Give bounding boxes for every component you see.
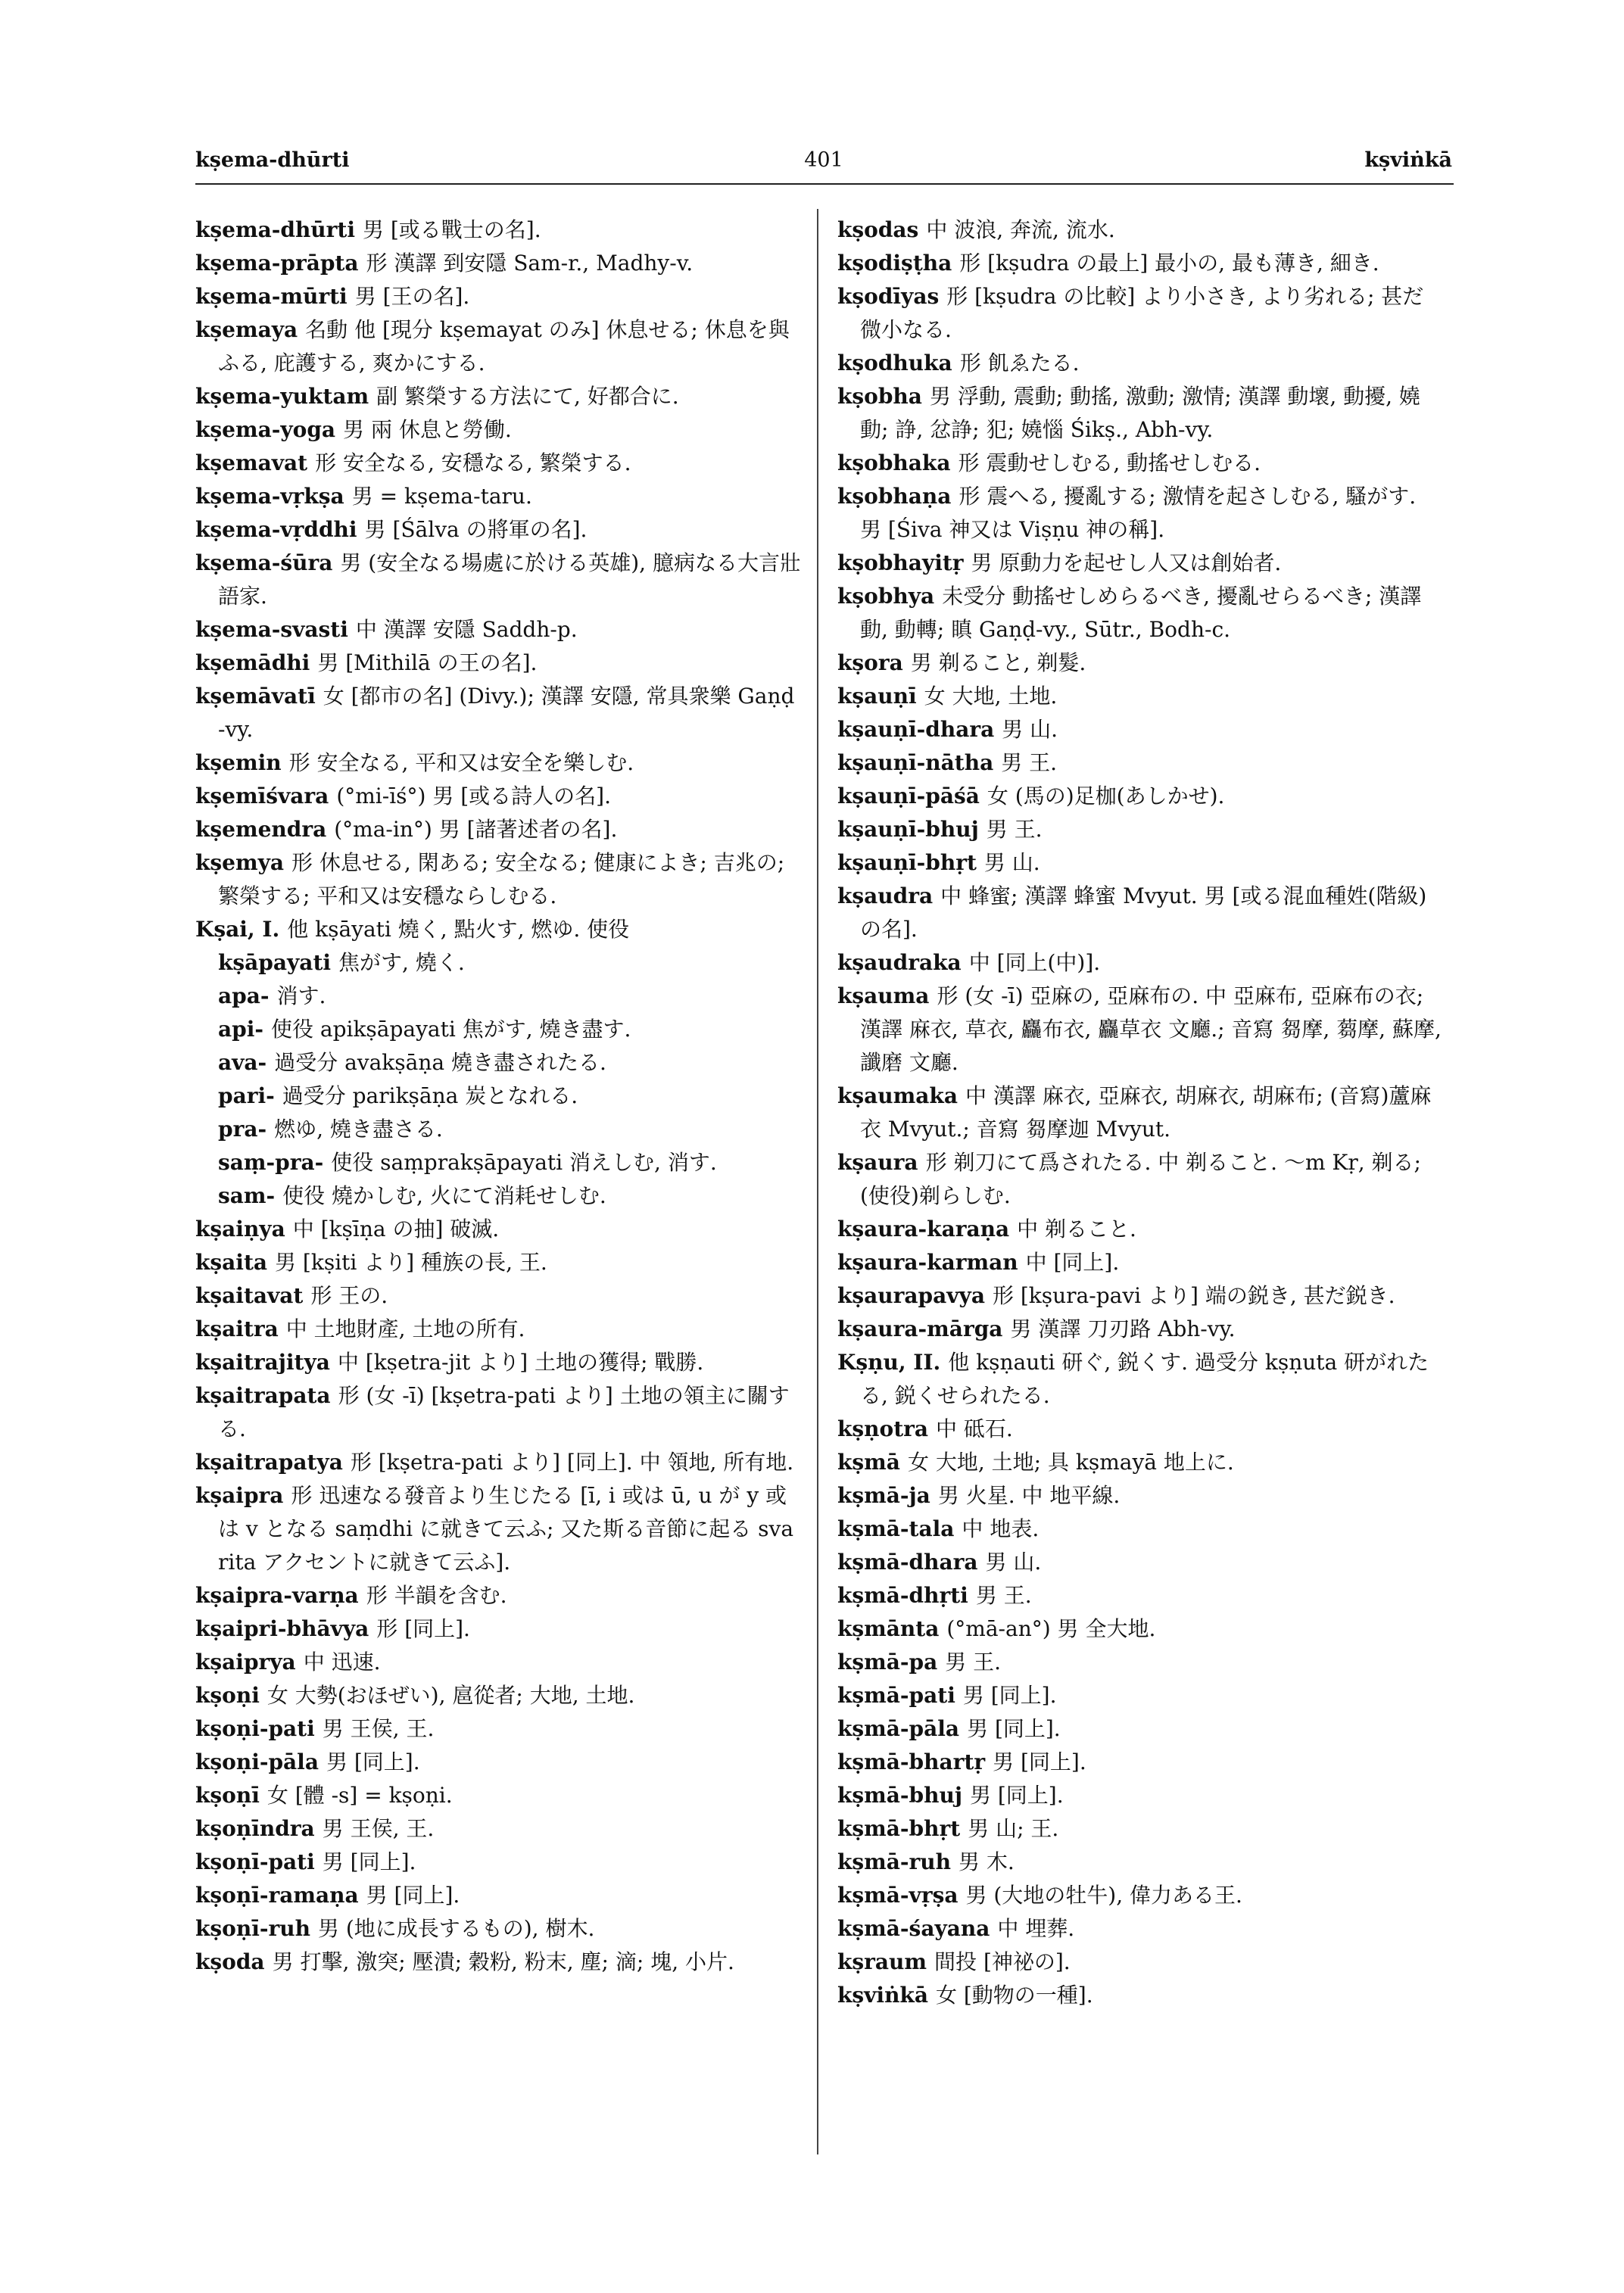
entry-definition: 形 安全なる, 安穩なる, 繁榮する. — [315, 450, 631, 475]
entry-definition: 女 大勢(おほぜい), 扈從者; 大地, 土地. — [267, 1683, 635, 1708]
entry-headword: kṣauṇī-pāśā — [837, 784, 980, 808]
entry-headword: kṣmānta — [837, 1616, 940, 1641]
dictionary-entry — [195, 1912, 801, 1946]
entry-headword: kṣobhya — [837, 584, 935, 609]
entry-headword: kṣaudra — [837, 883, 934, 908]
entry-headword: kṣema-dhūrti — [195, 217, 355, 242]
entry-headword: kṣaitavat — [195, 1283, 304, 1308]
entry-headword: kṣauṇī-bhṛt — [837, 850, 977, 875]
dictionary-entry — [195, 1046, 801, 1080]
header-right-guide-word: kṣviṅkā — [1364, 148, 1452, 172]
entry-headword: kṣema-yoga — [195, 417, 336, 442]
entry-headword: kṣmā-tala — [837, 1516, 955, 1541]
entry-headword: kṣobhayitṛ — [837, 550, 964, 575]
entry-definition: 燃ゆ, 燒き盡さる. — [274, 1117, 443, 1142]
entry-headword: kṣaitra — [195, 1316, 279, 1341]
dictionary-entry — [837, 1346, 1443, 1413]
entry-definition: 男 [同上]. — [967, 1716, 1061, 1741]
entry-headword: kṣmā-pāla — [837, 1716, 960, 1741]
entry-definition: 男 [同上]. — [962, 1683, 1057, 1708]
entry-headword: kṣaudraka — [837, 950, 962, 975]
entry-headword: kṣmā-ja — [837, 1483, 930, 1508]
entry-definition: 使役 apikṣāpayati 焦がす, 燒き盡す. — [270, 1017, 631, 1042]
dictionary-entry — [837, 447, 1443, 480]
entry-headword: kṣāpayati — [218, 950, 332, 975]
dictionary-entry — [195, 946, 801, 980]
entry-headword: kṣmā-pa — [837, 1650, 938, 1675]
dictionary-entry — [837, 680, 1443, 713]
entry-headword: kṣobha — [837, 384, 922, 409]
dictionary-entry — [195, 447, 801, 480]
dictionary-entry — [195, 680, 801, 746]
dictionary-entry — [837, 1546, 1443, 1579]
dictionary-entry — [837, 1779, 1443, 1812]
dictionary-entry — [195, 1746, 801, 1779]
entry-definition: 中 地表. — [962, 1516, 1040, 1541]
entry-headword: kṣemādhi — [195, 650, 310, 675]
entry-headword: kṣaurapavya — [837, 1283, 985, 1308]
entry-headword: kṣaipra-varṇa — [195, 1583, 359, 1608]
dictionary-entry — [195, 1113, 801, 1146]
entry-definition: 中 砥石. — [936, 1416, 1013, 1441]
dictionary-entry — [837, 1879, 1443, 1912]
entry-definition: 他 kṣāyati 燒く, 點火す, 燃ゆ. 使役 — [287, 917, 630, 942]
entry-definition: 過受分 parikṣāṇa 炭となれる. — [282, 1083, 578, 1108]
entry-headword: kṣema-śūra — [195, 550, 333, 575]
entry-headword: kṣmā-pati — [837, 1683, 955, 1708]
entry-headword: kṣmā-vṛṣa — [837, 1883, 959, 1908]
page-header — [195, 148, 1452, 182]
entry-headword: kṣṇotra — [837, 1416, 929, 1441]
entry-definition: 男 兩 休息と勞働. — [343, 417, 512, 442]
dictionary-entry — [195, 413, 801, 447]
dictionary-entry — [837, 1679, 1443, 1712]
entry-definition: 形 漢譯 到安隱 Sam-r., Madhy-v. — [366, 251, 694, 276]
entry-definition: 中 波浪, 奔流, 流水. — [926, 217, 1115, 242]
entry-headword: kṣora — [837, 650, 903, 675]
dictionary-entry — [837, 380, 1443, 447]
entry-definition: 男 浮動, 震動; 動搖, 激動; 激情; 漢譯 動壞, 動擾, 嬈動; 諍, 忿諍; 犯; 嬈惱 Śikṣ., Abh-vy. — [860, 384, 1420, 442]
entry-headword: kṣaiṇya — [195, 1217, 285, 1242]
entry-definition: 男 [王の名]. — [354, 284, 470, 309]
dictionary-entry — [837, 846, 1443, 880]
dictionary-entry — [195, 247, 801, 280]
entry-headword: kṣauma — [837, 983, 930, 1008]
entry-headword: kṣemya — [195, 850, 285, 875]
dictionary-entry — [837, 547, 1443, 580]
entry-headword: kṣaura-mārga — [837, 1316, 1003, 1341]
dictionary-entry — [837, 1846, 1443, 1879]
entry-headword: kṣmā-śayana — [837, 1916, 990, 1941]
dictionary-entry — [837, 1413, 1443, 1446]
dictionary-entry — [195, 1946, 801, 1979]
entry-headword: kṣoṇī-ruh — [195, 1916, 310, 1941]
entry-definition: 男 = kṣema-taru. — [351, 484, 532, 509]
entry-definition: 男 (安全なる場處に於ける英雄), 臆病なる大言壯語家. — [218, 550, 801, 609]
entry-definition: 形 飢ゑたる. — [959, 350, 1080, 375]
entry-definition: 形 [kṣudra の最上] 最小の, 最も薄き, 細き. — [959, 251, 1379, 276]
dictionary-entry — [195, 280, 801, 313]
dictionary-entry — [195, 1879, 801, 1912]
entry-definition: 形 迅速なる發音より生じたる [ī, i 或は ū, u が y 或は v となる saṃdhi に就きて云ふ; 又た斯る音節に起る svarita アクセントに就きて云ふ]. — [218, 1483, 794, 1575]
dictionary-entry — [837, 1946, 1443, 1979]
entry-headword: kṣemaya — [195, 317, 298, 342]
header-left-guide-word: kṣema-dhūrti — [195, 148, 350, 172]
entry-definition: 男 剃ること, 剃髮. — [910, 650, 1086, 675]
entry-definition: 男 王. — [975, 1583, 1032, 1608]
entry-headword: Kṣṇu, II. — [837, 1350, 941, 1375]
entry-headword: kṣema-mūrti — [195, 284, 348, 309]
dictionary-entry — [195, 513, 801, 547]
entry-headword: apa- — [218, 983, 270, 1008]
entry-definition: 男 [或る戰士の名]. — [362, 217, 541, 242]
entry-definition: 形 (女 -ī) [kṣetra-pati より] 土地の領主に關する. — [218, 1383, 790, 1441]
entry-definition: 中 迅速. — [303, 1650, 381, 1675]
entry-headword: kṣaura-karman — [837, 1250, 1018, 1275]
entry-definition: 男 [Mithilā の王の名]. — [317, 650, 538, 675]
dictionary-entry — [195, 1379, 801, 1446]
left-column — [195, 213, 801, 1979]
entry-definition: 中 [kṣīṇa の抽] 破滅. — [292, 1217, 500, 1242]
entry-definition: 男 山. — [1002, 717, 1058, 742]
entry-definition: 男 漢譯 刀刃路 Abh-vy. — [1010, 1316, 1236, 1341]
entry-headword: kṣmā-dhṛti — [837, 1583, 968, 1608]
dictionary-entry — [837, 1146, 1443, 1213]
entry-headword: kṣaitrapata — [195, 1383, 331, 1408]
entry-definition: 形 [同上]. — [376, 1616, 470, 1641]
entry-headword: kṣodas — [837, 217, 919, 242]
entry-headword: sam- — [218, 1183, 276, 1208]
dictionary-entry — [195, 480, 801, 513]
dictionary-entry — [195, 780, 801, 813]
entry-headword: kṣoṇi-pāla — [195, 1749, 319, 1774]
entry-headword: kṣema-vṛddhi — [195, 517, 357, 542]
dictionary-entry — [195, 1612, 801, 1646]
entry-headword: kṣmā-ruh — [837, 1849, 952, 1874]
dictionary-entry — [837, 1812, 1443, 1846]
dictionary-entry — [195, 1712, 801, 1746]
entry-definition: 過受分 avakṣāṇa 燒き盡されたる. — [274, 1050, 606, 1075]
entry-headword: kṣauṇī-nātha — [837, 750, 994, 775]
dictionary-entry — [837, 980, 1443, 1080]
entry-definition: 女 大地, 土地. — [924, 684, 1058, 709]
entry-definition: 未受分 動搖せしめらるべき, 擾亂せらるべき; 漢譯 動, 動轉; 瞋 Gaṇḍ-vy., Sūtr., Bodh-c. — [860, 584, 1422, 642]
dictionary-entry — [837, 713, 1443, 746]
dictionary-entry — [195, 1446, 801, 1479]
dictionary-entry — [837, 780, 1443, 813]
entry-headword: kṣoṇi-pati — [195, 1716, 315, 1741]
dictionary-entry — [837, 646, 1443, 680]
entry-definition: 女 [都市の名] (Divy.); 漢譯 安隱, 常具衆樂 Gaṇḍ-vy. — [218, 684, 795, 742]
dictionary-entry — [195, 846, 801, 913]
dictionary-entry — [195, 913, 801, 946]
entry-definition: (°mi-īś°) 男 [或る詩人の名]. — [336, 784, 612, 808]
dictionary-entry — [195, 1313, 801, 1346]
entry-headword: kṣobhaṇa — [837, 484, 952, 509]
dictionary-entry — [837, 213, 1443, 247]
entry-definition: 中 [同上(中)]. — [968, 950, 1101, 975]
entry-headword: kṣauṇī-dhara — [837, 717, 995, 742]
entry-headword: kṣobhaka — [837, 450, 951, 475]
entry-definition: 中 埋葬. — [997, 1916, 1075, 1941]
dictionary-entry — [195, 547, 801, 613]
dictionary-entry — [837, 1646, 1443, 1679]
entry-definition: 女 (馬の)足枷(あしかせ). — [987, 784, 1225, 808]
entry-headword: kṣaitrapatya — [195, 1450, 343, 1475]
entry-headword: kṣmā-bhṛt — [837, 1816, 961, 1841]
entry-headword: pari- — [218, 1083, 275, 1108]
dictionary-entry — [195, 813, 801, 846]
entry-definition: (°ma-in°) 男 [諸著述者の名]. — [334, 817, 618, 842]
entry-headword: kṣmā-dhara — [837, 1550, 978, 1575]
entry-definition: 女 [體 -s] = kṣoṇi. — [267, 1783, 453, 1808]
dictionary-entry — [837, 1912, 1443, 1946]
entry-headword: kṣmā — [837, 1450, 900, 1475]
entry-headword: ava- — [218, 1050, 267, 1075]
dictionary-entry — [837, 813, 1443, 846]
entry-definition: 男 王. — [945, 1650, 1002, 1675]
dictionary-entry — [195, 613, 801, 646]
dictionary-entry — [837, 1246, 1443, 1279]
entry-headword: kṣemīśvara — [195, 784, 329, 808]
entry-definition: 焦がす, 燒く. — [338, 950, 465, 975]
entry-headword: kṣraum — [837, 1949, 927, 1974]
entry-definition: 中 [kṣetra-jit より] 土地の獲得; 戰勝. — [337, 1350, 704, 1375]
dictionary-entry — [195, 1146, 801, 1179]
entry-headword: api- — [218, 1017, 263, 1042]
entry-definition: 間投 [神祕の]. — [934, 1949, 1071, 1974]
entry-definition: 形 震動せしむる, 動搖せしむる. — [958, 450, 1261, 475]
dictionary-entry — [195, 1279, 801, 1313]
entry-headword: kṣmā-bhuj — [837, 1783, 962, 1808]
entry-headword: kṣemāvatī — [195, 684, 316, 709]
dictionary-entry — [837, 280, 1443, 347]
entry-definition: 他 kṣṇauti 研ぐ, 鋭くす. 過受分 kṣṇuta 研がれたる, 鋭くせられたる. — [860, 1350, 1429, 1408]
dictionary-entry — [195, 646, 801, 680]
dictionary-entry — [195, 313, 801, 380]
entry-headword: kṣodiṣṭha — [837, 251, 952, 276]
dictionary-entry — [195, 1080, 801, 1113]
entry-headword: kṣauṇī — [837, 684, 917, 709]
entry-headword: kṣoṇi — [195, 1683, 260, 1708]
entry-definition: 男 王侯, 王. — [322, 1716, 435, 1741]
dictionary-entry — [837, 1712, 1443, 1746]
entry-definition: 男 木. — [959, 1849, 1015, 1874]
entry-headword: kṣauṇī-bhuj — [837, 817, 979, 842]
dictionary-entry — [195, 380, 801, 413]
entry-definition: 男 [同上]. — [326, 1749, 420, 1774]
dictionary-entry — [837, 746, 1443, 780]
entry-definition: 男 山; 王. — [968, 1816, 1059, 1841]
dictionary-entry — [837, 1979, 1443, 2012]
dictionary-entry — [837, 880, 1443, 946]
entry-definition: 男 打擊, 激突; 壓潰; 穀粉, 粉末, 塵; 滴; 塊, 小片. — [272, 1949, 734, 1974]
entry-definition: 中 漢譯 麻衣, 亞麻衣, 胡麻衣, 胡麻布; (音寫)蘆麻衣 Mvyut.; 音寫 芻摩迦 Mvyut. — [860, 1083, 1432, 1142]
entry-headword: kṣema-yuktam — [195, 384, 369, 409]
entry-definition: (°mā-an°) 男 全大地. — [946, 1616, 1156, 1641]
entry-definition: 形 震へる, 擾亂する; 激情を起さしむる, 騷がす. 男 [Śiva 神又は Viṣṇu 神の稱]. — [860, 484, 1417, 542]
dictionary-entry — [195, 1846, 801, 1879]
entry-definition: 男 山. — [985, 1550, 1042, 1575]
dictionary-entry — [195, 1479, 801, 1579]
dictionary-entry — [837, 1313, 1443, 1346]
page-number: 401 — [804, 148, 843, 172]
entry-headword: saṃ-pra- — [218, 1150, 324, 1175]
entry-headword: kṣema-svasti — [195, 617, 348, 642]
entry-definition: 男 山. — [983, 850, 1040, 875]
entry-headword: kṣoda — [195, 1949, 265, 1974]
entry-definition: 形 王の. — [310, 1283, 388, 1308]
entry-definition: 男 火星. 中 地平線. — [937, 1483, 1121, 1508]
dictionary-entry — [837, 1746, 1443, 1779]
entry-headword: kṣviṅkā — [837, 1983, 928, 2008]
dictionary-entry — [837, 1612, 1443, 1646]
entry-headword: kṣaipra — [195, 1483, 284, 1508]
entry-definition: 形 [kṣudra の比較] より小さき, より劣れる; 甚だ微小なる. — [860, 284, 1424, 342]
entry-definition: 中 [同上]. — [1025, 1250, 1120, 1275]
dictionary-entry — [837, 480, 1443, 547]
entry-definition: 男 原動力を起せし人又は創始者. — [971, 550, 1282, 575]
dictionary-entry — [837, 1446, 1443, 1479]
entry-definition: 男 王侯, 王. — [322, 1816, 435, 1841]
entry-headword: kṣoṇī-pati — [195, 1849, 315, 1874]
dictionary-entry — [837, 1479, 1443, 1513]
dictionary-entry — [837, 1513, 1443, 1546]
entry-definition: 使役 燒かしむ, 火にて消耗せしむ. — [282, 1183, 606, 1208]
entry-definition: 形 [kṣura-pavi より] 端の鋭き, 甚だ鋭き. — [992, 1283, 1395, 1308]
entry-headword: kṣemin — [195, 750, 282, 775]
dictionary-entry — [837, 1213, 1443, 1246]
entry-headword: kṣaumaka — [837, 1083, 958, 1108]
entry-definition: 男 [同上]. — [322, 1849, 416, 1874]
dictionary-entry — [195, 746, 801, 780]
entry-definition: 男 王. — [1001, 750, 1058, 775]
dictionary-entry — [195, 1646, 801, 1679]
entry-definition: 男 [同上]. — [366, 1883, 460, 1908]
entry-definition: 男 [Śālva の將軍の名]. — [364, 517, 588, 542]
dictionary-entry — [195, 980, 801, 1013]
dictionary-entry — [837, 347, 1443, 380]
entry-headword: kṣema-prāpta — [195, 251, 359, 276]
entry-definition: 形 半韻を含む. — [366, 1583, 507, 1608]
entry-headword: kṣoṇī-ramaṇa — [195, 1883, 359, 1908]
entry-definition: 中 漢譯 安隱 Saddh-p. — [355, 617, 578, 642]
entry-definition: 男 [同上]. — [969, 1783, 1064, 1808]
entry-headword: kṣaiprya — [195, 1650, 296, 1675]
entry-headword: Kṣai, I. — [195, 917, 280, 942]
entry-definition: 形 (女 -ī) 亞麻の, 亞麻布の. 中 亞麻布, 亞麻布の衣; 漢譯 麻衣, 草衣, 麤布衣, 麤草衣 文廳.; 音寫 芻摩, 蒭摩, 蘇摩, 讖磨 文廳. — [860, 983, 1442, 1075]
entry-definition: 女 大地, 土地; 具 kṣmayā 地上に. — [907, 1450, 1234, 1475]
header-rule — [195, 183, 1454, 185]
dictionary-entry — [195, 1346, 801, 1379]
entry-definition: 男 [kṣiti より] 種族の長, 王. — [275, 1250, 547, 1275]
entry-headword: kṣodīyas — [837, 284, 940, 309]
entry-definition: 形 [kṣetra-pati より] [同上]. 中 領地, 所有地. — [350, 1450, 794, 1475]
dictionary-entry — [195, 1213, 801, 1246]
entry-headword: pra- — [218, 1117, 267, 1142]
entry-headword: kṣoṇī — [195, 1783, 260, 1808]
entry-headword: kṣemendra — [195, 817, 327, 842]
entry-headword: kṣaita — [195, 1250, 268, 1275]
entry-definition: 形 剃刀にて爲されたる. 中 剃ること. 〜m Kṛ, 剃る; (使役)剃らしむ. — [860, 1150, 1421, 1208]
entry-headword: kṣodhuka — [837, 350, 952, 375]
entry-headword: kṣaura — [837, 1150, 918, 1175]
entry-headword: kṣaitrajitya — [195, 1350, 330, 1375]
entry-headword: kṣaipri-bhāvya — [195, 1616, 369, 1641]
entry-definition: 副 繁榮する方法にて, 好都合に. — [376, 384, 679, 409]
entry-definition: 消す. — [276, 983, 326, 1008]
entry-headword: kṣmā-bhartṛ — [837, 1749, 986, 1774]
dictionary-entry — [837, 247, 1443, 280]
entry-headword: kṣoṇīndra — [195, 1816, 315, 1841]
dictionary-entry — [195, 1179, 801, 1213]
entry-headword: kṣaura-karaṇa — [837, 1217, 1010, 1242]
entry-headword: kṣemavat — [195, 450, 308, 475]
dictionary-entry — [837, 1279, 1443, 1313]
dictionary-entry — [837, 1080, 1443, 1146]
entry-definition: 中 剃ること. — [1017, 1217, 1136, 1242]
entry-headword: kṣema-vṛkṣa — [195, 484, 344, 509]
dictionary-entry — [195, 1779, 801, 1812]
dictionary-entry — [837, 580, 1443, 646]
column-divider — [817, 209, 818, 2154]
dictionary-entry — [195, 1679, 801, 1712]
dictionary-entry — [837, 946, 1443, 980]
entry-definition: 女 [動物の一種]. — [935, 1983, 1093, 2008]
entry-definition: 男 [同上]. — [993, 1749, 1086, 1774]
right-column — [837, 213, 1443, 2012]
entry-definition: 形 休息せる, 閑ある; 安全なる; 健康によき; 吉兆の; 繁榮する; 平和又は安穩ならしむる. — [218, 850, 785, 908]
entry-definition: 使役 saṃprakṣāpayati 消えしむ, 消す. — [331, 1150, 717, 1175]
entry-definition: 中 土地財產, 土地の所有. — [285, 1316, 525, 1341]
entry-definition: 男 王. — [986, 817, 1043, 842]
dictionary-entry — [195, 1013, 801, 1046]
dictionary-entry — [195, 1246, 801, 1279]
dictionary-entry — [195, 1579, 801, 1612]
dictionary-entry — [195, 1812, 801, 1846]
entry-definition: 形 安全なる, 平和又は安全を樂しむ. — [288, 750, 634, 775]
entry-definition: 名動 他 [現分 kṣemayat のみ] 休息せる; 休息を與ふる, 庇護する, 爽かにする. — [218, 317, 790, 375]
entry-definition: 男 (大地の牡牛), 偉力ある王. — [965, 1883, 1242, 1908]
entry-definition: 男 (地に成長するもの), 樹木. — [317, 1916, 595, 1941]
entry-definition: 中 蜂蜜; 漢譯 蜂蜜 Mvyut. 男 [或る混血種姓(階級)の名]. — [860, 883, 1427, 942]
dictionary-entry — [837, 1579, 1443, 1612]
dictionary-entry — [195, 213, 801, 247]
